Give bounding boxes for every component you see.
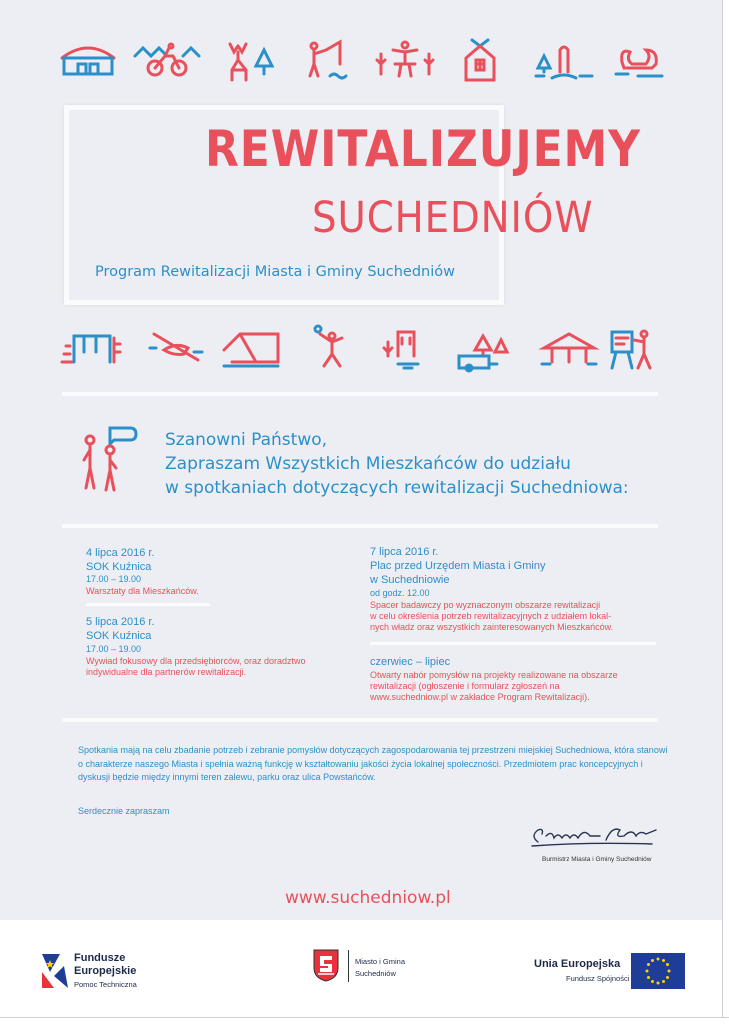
divider	[86, 603, 210, 606]
lake-tower-icon	[534, 42, 594, 82]
event-description: Warsztaty dla Mieszkańców.	[86, 586, 199, 596]
subtitle: Program Rewitalizacji Miasta i Gminy Suchedniów	[95, 264, 455, 280]
eu-funds-line-2: Europejskie	[74, 965, 137, 977]
event-place: Plac przed Urzędem Miasta i Gminy	[370, 560, 546, 572]
logo-divider	[348, 950, 349, 982]
painter-icon	[608, 326, 654, 370]
closing-text: Serdecznie zapraszam	[78, 806, 170, 816]
website-link[interactable]: www.suchedniow.pl	[285, 888, 451, 908]
eu-line-1: Unia Europejska	[534, 958, 621, 970]
deer-icon	[222, 40, 276, 82]
event-description: indywidualne dla partnerów rewitalizacji.	[86, 667, 247, 677]
divider	[62, 392, 658, 396]
event-place: SOK Kuźnica	[86, 561, 152, 573]
event-description: www.suchedniow.pl w zakładce Program Rewitalizacji).	[370, 692, 590, 702]
municipality-line-1: Miasto i Gmina	[355, 957, 406, 966]
eu-flag-icon	[631, 953, 685, 989]
gazebo-icon	[540, 330, 598, 366]
event-description: rewitalizacji (ogłoszenie i formularz zgłoszeń na	[370, 681, 560, 691]
divider	[370, 642, 656, 645]
event-description: Spacer badawczy po wyznaczonym obszarze rewitalizacji	[370, 600, 601, 610]
volleyball-icon	[312, 324, 348, 368]
greeting-line-3: w spotkaniach dotyczących rewitalizacji Suchedniowa:	[165, 478, 629, 498]
camper-icon	[455, 332, 519, 372]
greeting-line-1: Szanowni Państwo,	[165, 430, 328, 450]
title-line-1: REWITALIZUJEMY	[205, 120, 641, 178]
event-description: w celu określenia potrzeb rewitalizacyjnych z udziałem lokal-	[370, 611, 612, 621]
event-date: 7 lipca 2016 r.	[370, 546, 439, 558]
event-date: czerwiec – lipiec	[370, 656, 451, 668]
coat-of-arms-icon	[312, 948, 340, 982]
playground-icon	[60, 332, 122, 366]
municipality-line-2: Suchedniów	[355, 969, 396, 978]
eu-line-2: Fundusz Spójności	[566, 974, 630, 983]
event-time: 17.00 – 19.00	[86, 574, 142, 584]
pavilion-icon	[222, 332, 280, 368]
ballerina-icon	[373, 40, 437, 82]
event-description: nych władz oraz wszystkich zainteresowanych Mieszkańców.	[370, 622, 614, 632]
signature-caption: Burmistrz Miasta i Gminy Suchedniów	[542, 856, 652, 863]
signature	[528, 822, 658, 852]
eu-funds-line-1: Fundusze	[74, 952, 126, 964]
amphitheater-icon	[58, 40, 118, 78]
event-description: Wywiad fokusowy dla przedsiębiorców, oraz doradztwo	[86, 656, 306, 666]
people-talking-icon	[80, 424, 138, 492]
event-place: SOK Kuźnica	[86, 630, 152, 642]
page-edge	[722, 0, 729, 1024]
ruins-icon	[382, 326, 422, 370]
footer	[0, 920, 722, 1017]
body-paragraph: Spotkania mają na celu zbadanie potrzeb i zebranie pomysłów dotyczących zagospodarowania tej przestrzeni miejskiej Suchedniowa, która stanowi o charakterze naszego Miasta i spełnia ważną funkcję w kształtowaniu jakości życia lokalnej społeczności. Przedmiotem prac koncepcyjnych i dyskusji będzie między innymi teren zalewu, parku oraz ulica Powstańców.	[78, 745, 668, 782]
divider	[62, 718, 658, 722]
fisherman-icon	[300, 40, 350, 82]
cyclist-icon	[133, 42, 205, 78]
event-place: w Suchedniowie	[370, 574, 450, 586]
swans-icon	[612, 42, 668, 80]
chapel-icon	[460, 36, 500, 82]
divider	[62, 524, 658, 528]
eu-funds-logo-icon	[40, 952, 70, 990]
event-date: 5 lipca 2016 r.	[86, 616, 155, 628]
greeting-line-2: Zapraszam Wszystkich Mieszkańców do udziału	[165, 454, 571, 474]
kayak-icon	[148, 330, 204, 364]
eu-funds-line-3: Pomoc Techniczna	[74, 980, 137, 989]
event-time: 17.00 – 19.00	[86, 644, 142, 654]
title-line-2: SUCHEDNIÓW	[312, 193, 594, 243]
event-date: 4 lipca 2016 r.	[86, 547, 155, 559]
event-description: Otwarty nabór pomysłów na projekty realizowane na obszarze	[370, 670, 618, 680]
event-time: od godz. 12.00	[370, 588, 430, 598]
